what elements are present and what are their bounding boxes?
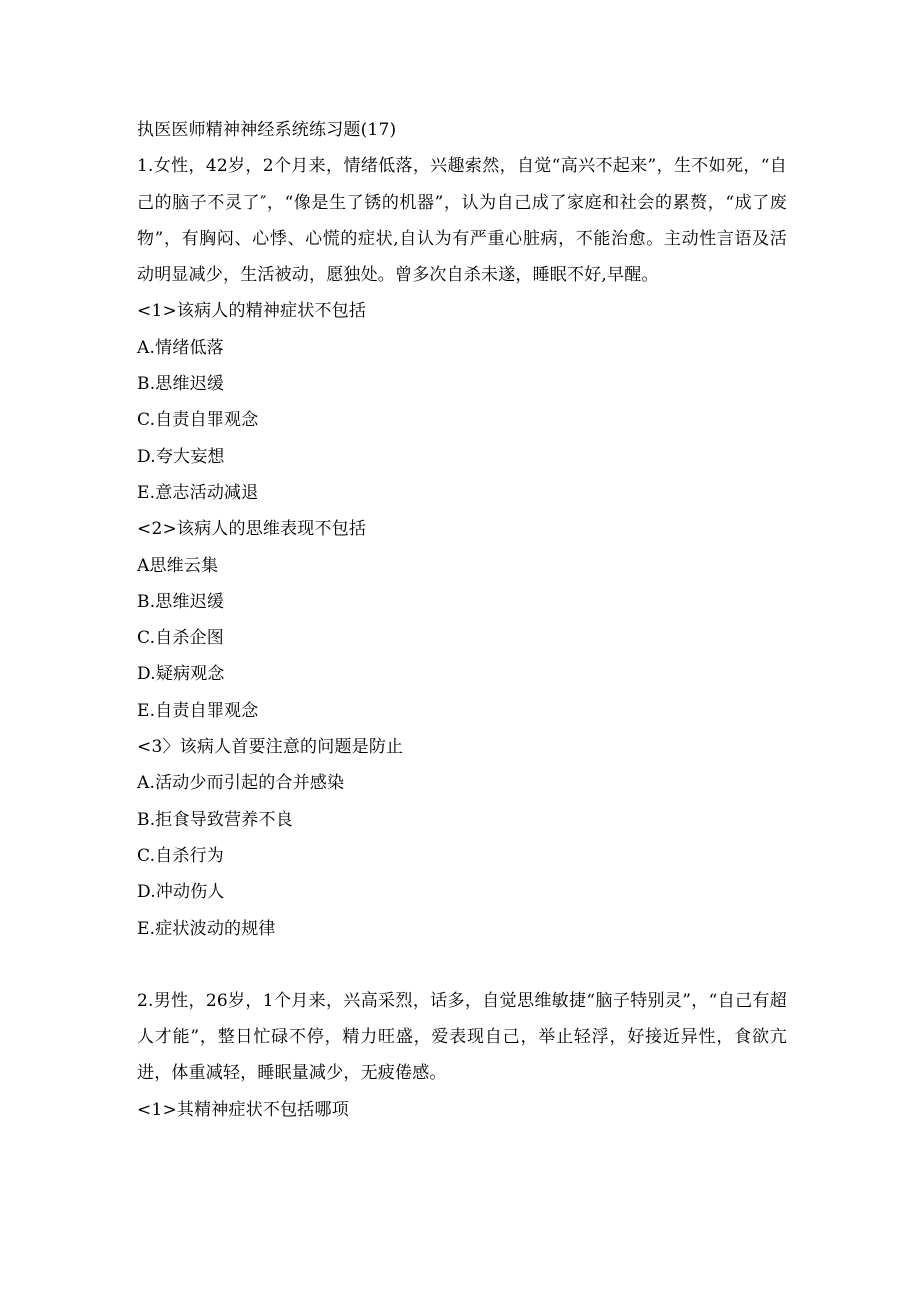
case-1-question-1-option-e: E.意志活动减退	[137, 482, 259, 503]
case-1-question-3-option-c: C.自杀行为	[137, 845, 225, 866]
case-1-question-3-stem: <3〉该病人首要注意的问题是防止	[137, 737, 404, 758]
case-1-question-2-option-b: B.思维迟缓	[137, 591, 225, 612]
document-content	[137, 112, 787, 1128]
case-1-question-2-option-a: A思维云集	[137, 555, 219, 576]
case-1-question-2-option-d: D.疑病观念	[137, 664, 225, 685]
case-1-question-1-option-d: D.夸大妄想	[137, 446, 225, 467]
case-1-question-2-stem: <2>该病人的思维表现不包括	[137, 519, 367, 540]
case-1-description: 1.女性，42岁，2个月来，情绪低落，兴趣索然，自觉“高兴不起来”，生不如死，“自己的脑子不灵了″，“像是生了锈的机器”，认为自己成了家庭和社会的累赘，“成了废物”，有胸闷、心悸、心慌的症状,自认为有严重心脏病，不能治愈。主动性言语及活动明显减少，生活被动，愿独处。曾多次自杀未遂，睡眠不好,早醒。	[137, 156, 787, 286]
case-1-question-1-stem: <1>该病人的精神症状不包括	[137, 301, 367, 322]
case-2-question-1-stem: <1>其精神症状不包括哪项	[137, 1099, 349, 1120]
case-1-question-3-option-e: E.症状波动的规律	[137, 918, 276, 939]
section-gap	[137, 947, 787, 983]
case-1-question-2-option-e: E.自责自罪观念	[137, 700, 259, 721]
case-1-question-3-option-d: D.冲动伤人	[137, 882, 225, 903]
document-title: 执医医师精神神经系统练习题(17)	[137, 120, 397, 140]
case-1-question-1-option-c: C.自责自罪观念	[137, 410, 259, 431]
case-1-question-1-option-a: A.情绪低落	[137, 337, 224, 358]
case-2-description: 2.男性，26岁，1个月来，兴高采烈，话多，自觉思维敏捷“脑子特别灵”，“自己有超人才能”，整日忙碌不停，精力旺盛，爱表现自己，举止轻浮，好接近异性，食欲亢进，体重减轻，睡眠量减少，无疲倦感。	[137, 990, 787, 1084]
case-1-question-3-option-a: A.活动少而引起的合并感染	[137, 773, 345, 794]
case-1-question-3-option-b: B.拒食导致营养不良	[137, 809, 293, 830]
case-1-question-1-option-b: B.思维迟缓	[137, 374, 225, 395]
case-1-question-2-option-c: C.自杀企图	[137, 628, 225, 649]
